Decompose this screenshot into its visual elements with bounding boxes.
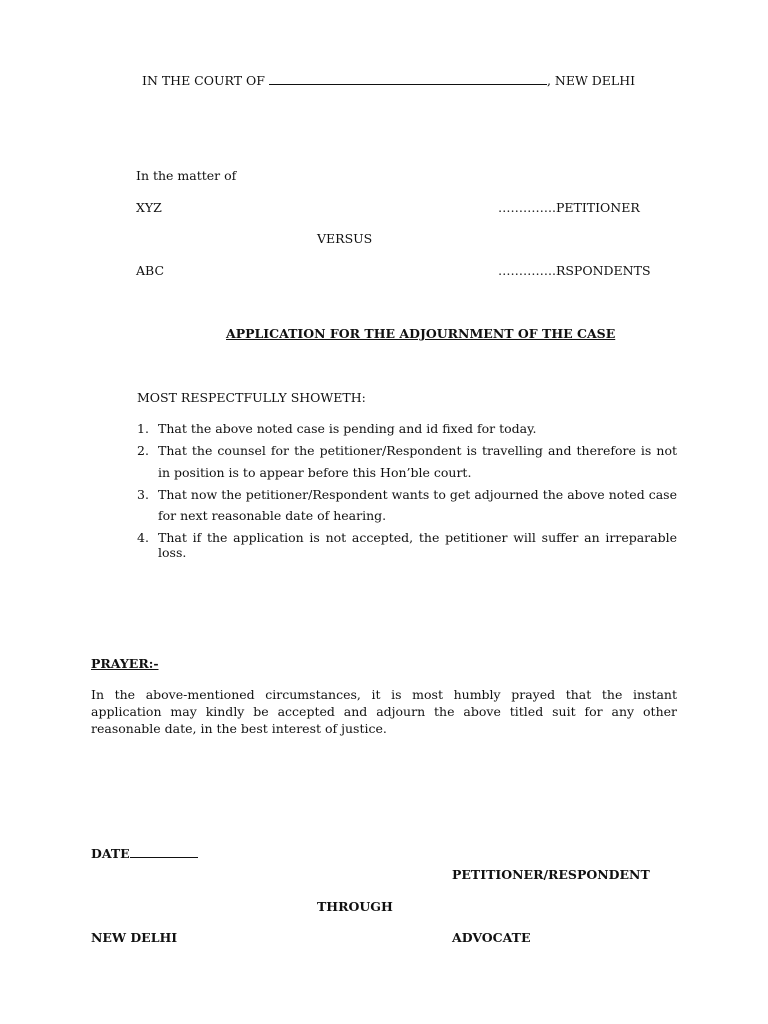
respondent-name: ABC xyxy=(136,263,165,278)
list-item-number: 4. xyxy=(137,530,149,545)
list-item-text: That the counsel for the petitioner/Respondent is travelling and therefore is not in position is to appear before this Hon’ble court. xyxy=(158,443,677,480)
petitioner-name: XYZ xyxy=(136,200,162,215)
prayer-text: In the above-mentioned circumstances, it is most humbly prayed that the instant application may kindly be accepted and adjourn the above titled suit for any other reasonable date, in the best interest of justice. xyxy=(91,687,677,736)
list-item-text: That the above noted case is pending and id fixed for today. xyxy=(158,421,537,436)
petitioner-role: …………..PETITIONER xyxy=(498,200,640,215)
showeth-heading: MOST RESPECTFULLY SHOWETH: xyxy=(137,390,366,405)
list-item-number: 3. xyxy=(137,486,149,502)
through-label: THROUGH xyxy=(317,899,393,914)
grounds-list xyxy=(137,418,677,561)
place-label: NEW DELHI xyxy=(91,930,178,945)
date-blank xyxy=(130,847,198,858)
list-item-text: That if the application is not accepted, the petitioner will suffer an irreparable loss. xyxy=(158,530,677,560)
prayer-heading: PRAYER:- xyxy=(91,656,159,671)
list-item xyxy=(137,418,677,440)
application-title: APPLICATION FOR THE ADJOURNMENT OF THE CASE xyxy=(226,326,616,341)
matter-intro: In the matter of xyxy=(136,168,237,183)
list-item xyxy=(137,440,677,483)
party-label: PETITIONER/RESPONDENT xyxy=(452,867,650,882)
list-item-text: That now the petitioner/Respondent wants to get adjourned the above noted case for next reasonable date of hearing. xyxy=(158,486,677,523)
versus-label: VERSUS xyxy=(317,231,373,246)
list-item-number: 1. xyxy=(137,421,149,436)
court-heading xyxy=(142,73,635,89)
list-item xyxy=(137,527,677,560)
court-heading-prefix: IN THE COURT OF xyxy=(142,73,265,88)
advocate-label: ADVOCATE xyxy=(452,930,531,945)
court-heading-suffix: , NEW DELHI xyxy=(546,73,636,88)
court-name-blank xyxy=(269,74,547,85)
respondent-role: …………..RSPONDENTS xyxy=(498,263,651,278)
date-field xyxy=(91,846,198,862)
list-item xyxy=(137,484,677,527)
date-label: DATE xyxy=(91,846,130,861)
list-item-number: 2. xyxy=(137,443,149,458)
